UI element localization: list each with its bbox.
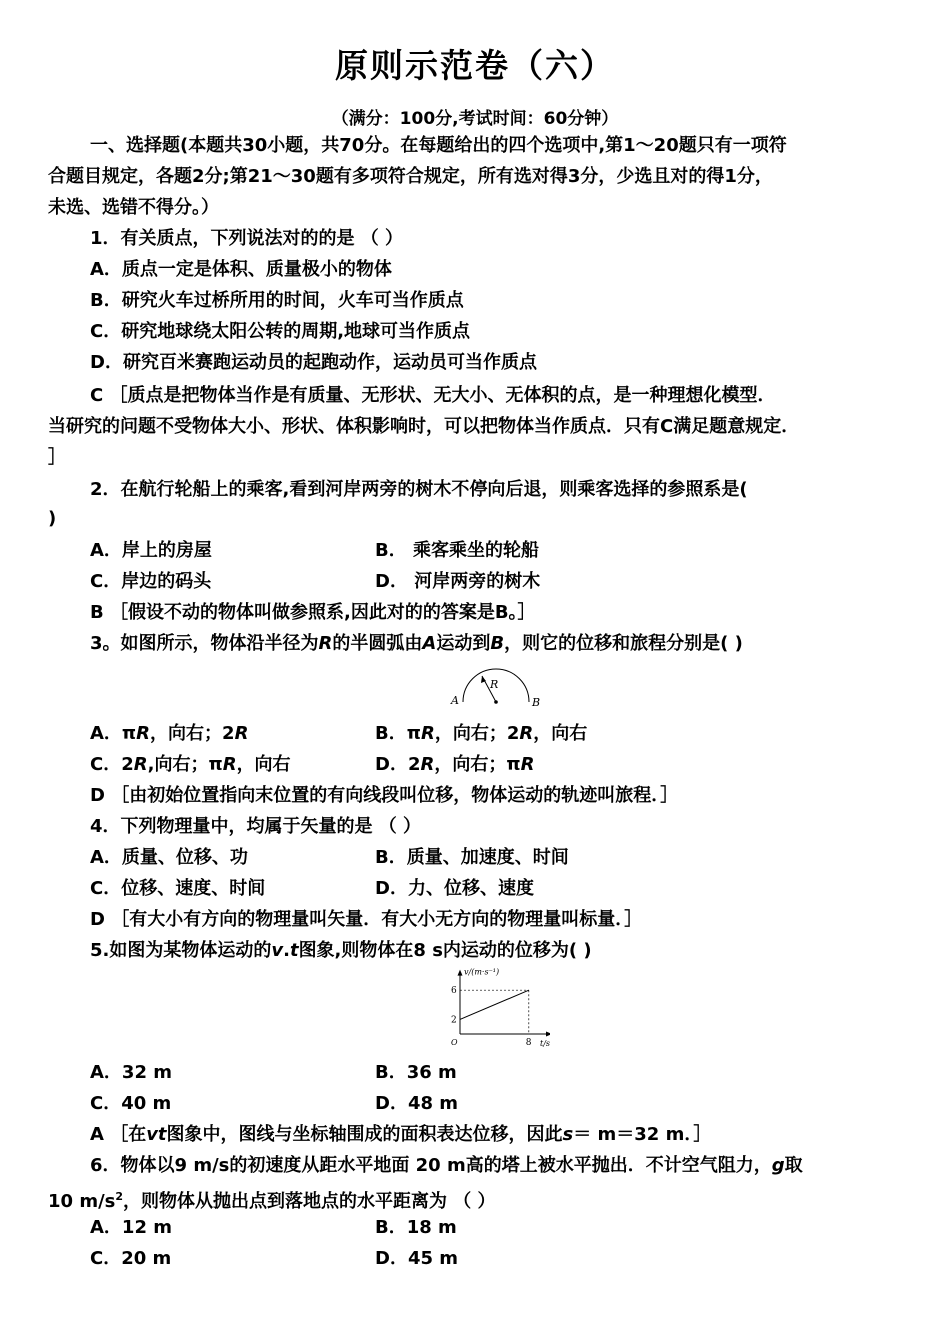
q5-option-d: D．48 m <box>375 1093 459 1114</box>
q3-stem-text-b: 的半圆弧由 <box>332 633 423 654</box>
q3-option-d <box>375 752 534 778</box>
q3-var-b: B <box>490 633 505 654</box>
q6-stem-line-1 <box>90 1153 803 1179</box>
q2-answer: B ［假设不动的物体叫做参照系,因此对的的答案是B。］ <box>90 602 536 623</box>
q2-stem-line-1: 2．在航行轮船上的乘客,看到河岸两旁的树木不停向后退，则乘客选择的参照系是( <box>90 479 748 500</box>
label-a: A <box>451 694 459 707</box>
label-b: B <box>532 696 541 709</box>
q6-var-g: g <box>771 1155 785 1176</box>
q5-var-t: t <box>289 940 299 961</box>
q3-var-a: A <box>422 633 437 654</box>
q3-d-var: R <box>420 754 435 775</box>
q3-stem-text-a: 3。如图所示，物体沿半径为 <box>90 633 319 654</box>
q5-answer-a: A ［在 <box>90 1124 147 1145</box>
center-dot <box>494 700 498 704</box>
q3-c-pre: C．2 <box>90 754 134 775</box>
q6-stem1-b: 取 <box>784 1155 803 1176</box>
y-tick-label-6: 6 <box>451 986 457 997</box>
q1-option-d: D．研究百米赛跑运动员的起跑动作，运动员可当作质点 <box>90 352 537 373</box>
instructions-line-2: 合题目规定，各题2分;第21～30题有多项符合规定，所有选对得3分，少选且对的得1分， <box>48 166 773 187</box>
q1-option-a: A．质点一定是体积、质量极小的物体 <box>90 259 392 280</box>
q3-stem-text-c: 运动到 <box>436 633 491 654</box>
q4-option-b: B．质量、加速度、时间 <box>375 847 569 868</box>
q5-stem-c: 图象,则物体在8 s内运动的位移为( ) <box>298 940 592 961</box>
q3-d-post: ，向右；π <box>434 754 521 775</box>
q6-stem1-a: 6．物体以9 m/s的初速度从距水平地面 20 m高的塔上被水平抛出．不计空气阻力， <box>90 1155 772 1176</box>
q3-var-r: R <box>318 633 333 654</box>
q5-stem-dot: . <box>283 940 290 961</box>
q3-answer: D ［由初始位置指向末位置的有向线段叫位移，物体运动的轨迹叫旅程．］ <box>90 785 679 806</box>
x-axis-arrow <box>546 1032 550 1037</box>
q3-d-var2: R <box>520 754 535 775</box>
q6-option-d: D．45 m <box>375 1248 459 1269</box>
q3-b-end: ，向右 <box>533 723 588 744</box>
y-axis-arrow <box>458 970 463 976</box>
exam-subtitle: （满分：100分,考试时间：60分钟） <box>331 109 619 129</box>
q6-option-a: A．12 m <box>90 1217 173 1238</box>
q6-sup: 2 <box>115 1190 124 1203</box>
q5-answer-vt: vt <box>146 1124 167 1145</box>
q5-option-c: C．40 m <box>90 1093 172 1114</box>
y-tick-label-2: 2 <box>451 1015 457 1026</box>
vt-chart <box>440 968 550 1052</box>
q3-stem-text-d: ，则它的位移和旅程分别是( ) <box>504 633 743 654</box>
q1-answer-line-2: 当研究的问题不受物体大小、形状、体积影响时，可以把物体当作质点．只有C满足题意规定． <box>48 416 800 437</box>
q5-stem <box>90 938 592 964</box>
q5-answer <box>90 1122 711 1148</box>
origin-label: O <box>451 1038 458 1047</box>
q3-b-var: R <box>420 723 435 744</box>
q6-option-c: C．20 m <box>90 1248 172 1269</box>
q4-answer: D ［有大小有方向的物理量叫矢量．有大小无方向的物理量叫标量．］ <box>90 909 643 930</box>
q1-stem: 1．有关质点，下列说法对的的是 （ ） <box>90 228 404 249</box>
q5-answer-c: ＝ m＝32 m．］ <box>573 1124 712 1145</box>
q2-option-b: B． 乘客乘坐的轮船 <box>375 540 539 561</box>
q3-a-post: ，向右；2 <box>150 723 235 744</box>
q4-option-a: A．质量、位移、功 <box>90 847 248 868</box>
q3-b-var2: R <box>519 723 534 744</box>
q4-stem: 4．下列物理量中，均属于矢量的是 （ ） <box>90 816 422 837</box>
q4-option-d: D．力、位移、速度 <box>375 878 534 899</box>
q6-option-b: B．18 m <box>375 1217 457 1238</box>
q3-b-pre: B．π <box>375 723 421 744</box>
q1-option-b: B．研究火车过桥所用的时间，火车可当作质点 <box>90 290 464 311</box>
page-title: 原则示范卷（六） <box>335 46 615 85</box>
q3-option-a <box>90 721 248 747</box>
instructions-line-3: 未选、选错不得分。） <box>48 197 219 218</box>
q1-answer-line-3: ］ <box>48 447 66 468</box>
q2-option-a: A．岸上的房屋 <box>90 540 212 561</box>
q3-stem <box>90 631 743 657</box>
q5-answer-b: 图象中，图线与坐标轴围成的面积表达位移，因此 <box>166 1124 563 1145</box>
instructions-line-1: 一、选择题(本题共30小题，共70分。在每题给出的四个选项中,第1～20题只有一项符 <box>90 135 787 156</box>
q5-var-v: v <box>271 940 284 961</box>
q3-a-var2: R <box>234 723 249 744</box>
q1-option-c: C．研究地球绕太阳公转的周期,地球可当作质点 <box>90 321 471 342</box>
q1-answer-line-1: C ［质点是把物体当作是有质量、无形状、无大小、无体积的点，是一种理想化模型． <box>90 385 776 406</box>
q3-option-c <box>90 752 291 778</box>
q3-b-post: ，向右；2 <box>434 723 520 744</box>
x-tick-label-8: 8 <box>525 1038 532 1048</box>
q2-option-d: D． 河岸两旁的树木 <box>375 571 541 592</box>
q5-stem-a: 5.如图为某物体运动的 <box>90 940 272 961</box>
y-axis-label: v/(m·s⁻¹) <box>464 968 500 977</box>
q3-c-var: R <box>133 754 148 775</box>
series-line <box>460 990 529 1019</box>
q2-stem-line-2: ) <box>48 508 57 529</box>
q6-stem2-b: ，则物体从抛出点到落地点的水平距离为 （ ） <box>123 1191 496 1212</box>
semicircle-diagram <box>446 662 546 712</box>
q6-stem-line-2 <box>48 1184 496 1215</box>
q3-c-end: ，向右 <box>236 754 291 775</box>
q5-option-a: A．32 m <box>90 1062 173 1083</box>
q3-a-var: R <box>136 723 151 744</box>
q3-c-var2: R <box>222 754 237 775</box>
q5-option-b: B．36 m <box>375 1062 457 1083</box>
x-axis-label: t/s <box>540 1039 550 1048</box>
q3-c-post: ,向右；π <box>147 754 223 775</box>
q3-option-b <box>375 721 587 747</box>
q2-option-c: C．岸边的码头 <box>90 571 212 592</box>
q5-answer-s: s <box>562 1124 574 1145</box>
q3-d-pre: D．2 <box>375 754 421 775</box>
q6-stem2-a: 10 m/s <box>48 1191 116 1212</box>
label-r: R <box>490 678 499 691</box>
q4-option-c: C．位移、速度、时间 <box>90 878 266 899</box>
q3-a-pre: A．π <box>90 723 137 744</box>
